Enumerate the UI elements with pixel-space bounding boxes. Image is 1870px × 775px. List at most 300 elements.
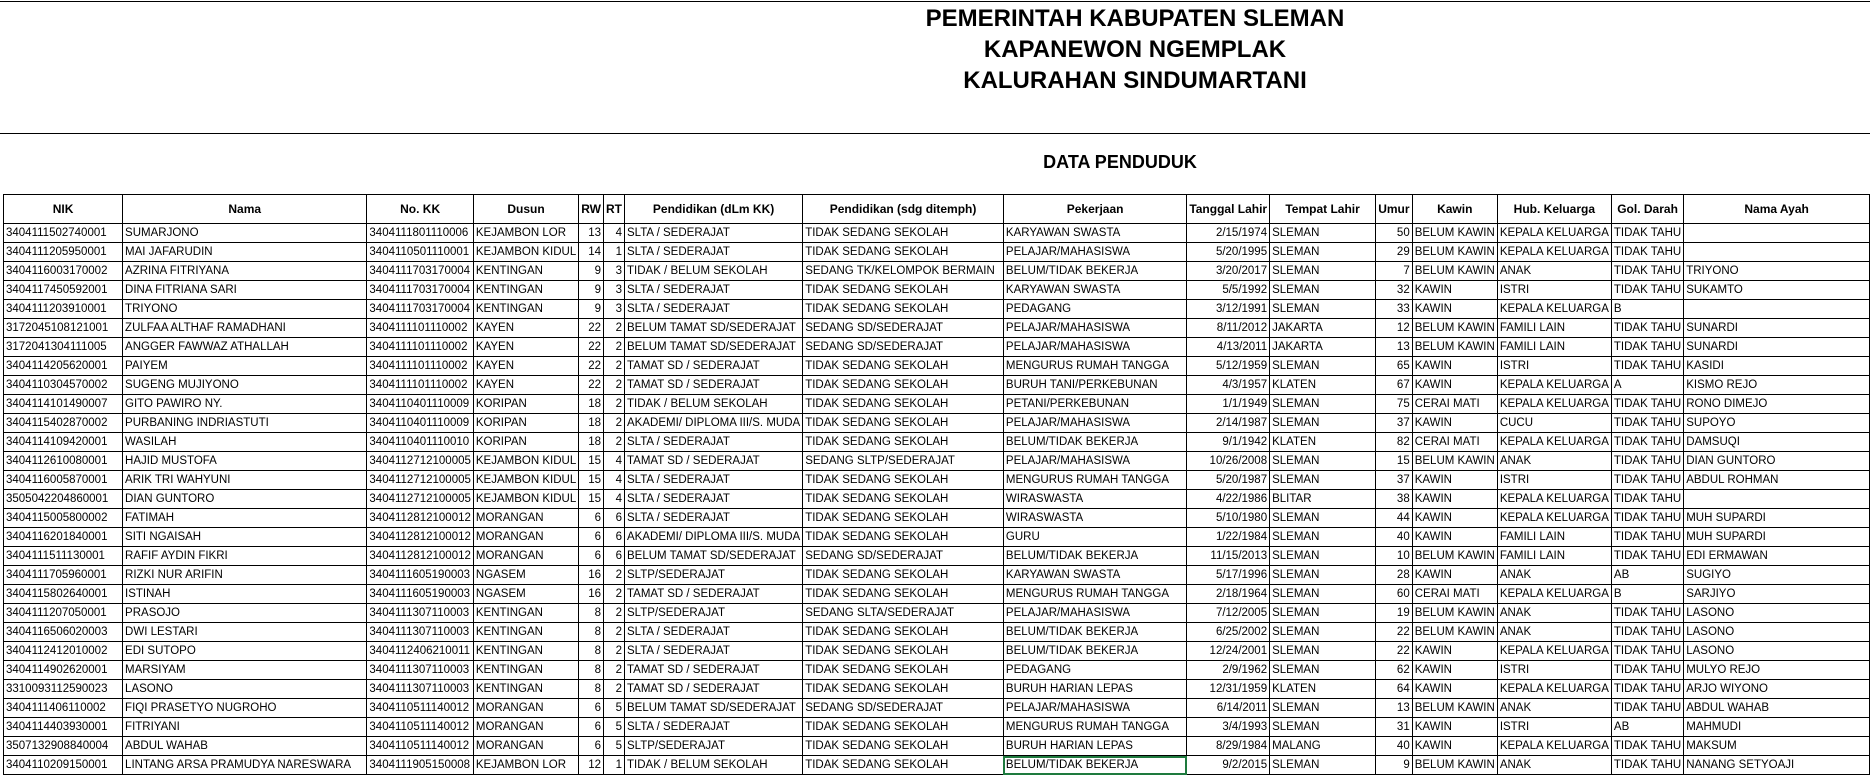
cell-no-kk[interactable]: 3404111801110006 <box>367 224 473 243</box>
cell-tempat-lahir[interactable]: SLEMAN <box>1270 262 1376 281</box>
cell-kawin[interactable]: CERAI MATI <box>1412 585 1497 604</box>
cell-pendidikan-ditempuh[interactable]: SEDANG SD/SEDERAJAT <box>803 319 1004 338</box>
cell-pendidikan-ditempuh[interactable]: SEDANG SD/SEDERAJAT <box>803 338 1004 357</box>
cell-nama[interactable]: WASILAH <box>123 433 367 452</box>
cell-hub-keluarga[interactable]: ANAK <box>1497 604 1611 623</box>
cell-hub-keluarga[interactable]: ANAK <box>1497 262 1611 281</box>
cell-umur[interactable]: 75 <box>1376 395 1413 414</box>
cell-gol-darah[interactable]: TIDAK TAHU <box>1611 338 1683 357</box>
cell-gol-darah[interactable]: AB <box>1611 718 1683 737</box>
cell-gol-darah[interactable]: TIDAK TAHU <box>1611 319 1683 338</box>
cell-tempat-lahir[interactable]: SLEMAN <box>1270 585 1376 604</box>
cell-pendidikan-kk[interactable]: SLTA / SEDERAJAT <box>625 243 803 262</box>
cell-gol-darah[interactable]: TIDAK TAHU <box>1611 357 1683 376</box>
cell-nama[interactable]: RAFIF AYDIN FIKRI <box>123 547 367 566</box>
column-header-tanggal-lahir[interactable]: Tanggal Lahir <box>1187 195 1270 224</box>
cell-kawin[interactable]: BELUM KAWIN <box>1412 319 1497 338</box>
cell-gol-darah[interactable]: AB <box>1611 566 1683 585</box>
cell-rt[interactable]: 4 <box>604 471 625 490</box>
cell-dusun[interactable]: NGASEM <box>473 585 578 604</box>
cell-tanggal-lahir[interactable]: 2/9/1962 <box>1187 661 1270 680</box>
cell-nik[interactable]: 3404111502740001 <box>4 224 123 243</box>
cell-nik[interactable]: 3404116506020003 <box>4 623 123 642</box>
cell-pendidikan-ditempuh[interactable]: TIDAK SEDANG SEKOLAH <box>803 642 1004 661</box>
cell-rt[interactable]: 2 <box>604 414 625 433</box>
cell-hub-keluarga[interactable]: ISTRI <box>1497 357 1611 376</box>
cell-tanggal-lahir[interactable]: 5/12/1959 <box>1187 357 1270 376</box>
cell-rt[interactable]: 2 <box>604 357 625 376</box>
cell-umur[interactable]: 28 <box>1376 566 1413 585</box>
cell-pekerjaan[interactable]: BELUM/TIDAK BEKERJA <box>1003 623 1186 642</box>
cell-hub-keluarga[interactable]: KEPALA KELUARGA <box>1497 224 1611 243</box>
cell-kawin[interactable]: BELUM KAWIN <box>1412 338 1497 357</box>
cell-pekerjaan[interactable]: BELUM/TIDAK BEKERJA <box>1003 756 1186 775</box>
cell-pendidikan-ditempuh[interactable]: TIDAK SEDANG SEKOLAH <box>803 433 1004 452</box>
cell-nama[interactable]: MAI JAFARUDIN <box>123 243 367 262</box>
cell-rt[interactable]: 2 <box>604 680 625 699</box>
cell-pendidikan-kk[interactable]: SLTA / SEDERAJAT <box>625 433 803 452</box>
cell-nik[interactable]: 3404112610080001 <box>4 452 123 471</box>
cell-pendidikan-kk[interactable]: SLTA / SEDERAJAT <box>625 642 803 661</box>
cell-pekerjaan[interactable]: PELAJAR/MAHASISWA <box>1003 243 1186 262</box>
cell-no-kk[interactable]: 3404110401110010 <box>367 433 473 452</box>
cell-nama-ayah[interactable]: SUNARDI <box>1684 338 1870 357</box>
cell-nama-ayah[interactable]: DAMSUQI <box>1684 433 1870 452</box>
cell-umur[interactable]: 64 <box>1376 680 1413 699</box>
cell-rt[interactable]: 3 <box>604 300 625 319</box>
cell-tanggal-lahir[interactable]: 5/10/1980 <box>1187 509 1270 528</box>
cell-pekerjaan[interactable]: BELUM/TIDAK BEKERJA <box>1003 262 1186 281</box>
cell-pekerjaan[interactable]: MENGURUS RUMAH TANGGA <box>1003 471 1186 490</box>
cell-kawin[interactable]: KAWIN <box>1412 680 1497 699</box>
cell-no-kk[interactable]: 3404111307110003 <box>367 661 473 680</box>
column-header-nama[interactable]: Nama <box>123 195 367 224</box>
cell-nik[interactable]: 3172041304111005 <box>4 338 123 357</box>
cell-nama[interactable]: FATIMAH <box>123 509 367 528</box>
cell-kawin[interactable]: KAWIN <box>1412 509 1497 528</box>
cell-dusun[interactable]: KENTINGAN <box>473 281 578 300</box>
cell-rt[interactable]: 2 <box>604 319 625 338</box>
cell-dusun[interactable]: KEJAMBON KIDUL <box>473 471 578 490</box>
cell-rw[interactable]: 15 <box>579 490 604 509</box>
cell-dusun[interactable]: MORANGAN <box>473 528 578 547</box>
cell-rw[interactable]: 18 <box>579 395 604 414</box>
cell-tanggal-lahir[interactable]: 2/14/1987 <box>1187 414 1270 433</box>
cell-tanggal-lahir[interactable]: 12/24/2001 <box>1187 642 1270 661</box>
cell-rw[interactable]: 22 <box>579 338 604 357</box>
cell-nama-ayah[interactable]: MAHMUDI <box>1684 718 1870 737</box>
cell-nik[interactable]: 3404117450592001 <box>4 281 123 300</box>
cell-pekerjaan[interactable]: PELAJAR/MAHASISWA <box>1003 699 1186 718</box>
cell-umur[interactable]: 22 <box>1376 623 1413 642</box>
cell-nama-ayah[interactable]: LASONO <box>1684 623 1870 642</box>
cell-nama-ayah[interactable]: MULYO REJO <box>1684 661 1870 680</box>
cell-umur[interactable]: 65 <box>1376 357 1413 376</box>
cell-pekerjaan[interactable]: PETANI/PERKEBUNAN <box>1003 395 1186 414</box>
cell-umur[interactable]: 37 <box>1376 414 1413 433</box>
cell-nik[interactable]: 3172045108121001 <box>4 319 123 338</box>
cell-nama[interactable]: DINA FITRIANA SARI <box>123 281 367 300</box>
cell-tanggal-lahir[interactable]: 11/15/2013 <box>1187 547 1270 566</box>
cell-dusun[interactable]: MORANGAN <box>473 547 578 566</box>
cell-no-kk[interactable]: 3404112812100012 <box>367 509 473 528</box>
cell-gol-darah[interactable]: TIDAK TAHU <box>1611 262 1683 281</box>
cell-nik[interactable]: 3404114403930001 <box>4 718 123 737</box>
cell-tempat-lahir[interactable]: SLEMAN <box>1270 300 1376 319</box>
cell-rt[interactable]: 5 <box>604 718 625 737</box>
cell-hub-keluarga[interactable]: KEPALA KELUARGA <box>1497 585 1611 604</box>
cell-tanggal-lahir[interactable]: 4/13/2011 <box>1187 338 1270 357</box>
cell-nama-ayah[interactable]: DIAN GUNTORO <box>1684 452 1870 471</box>
cell-tempat-lahir[interactable]: SLEMAN <box>1270 547 1376 566</box>
cell-pendidikan-ditempuh[interactable]: TIDAK SEDANG SEKOLAH <box>803 376 1004 395</box>
cell-tempat-lahir[interactable]: SLEMAN <box>1270 566 1376 585</box>
cell-tempat-lahir[interactable]: JAKARTA <box>1270 319 1376 338</box>
cell-tanggal-lahir[interactable]: 9/1/1942 <box>1187 433 1270 452</box>
cell-kawin[interactable]: BELUM KAWIN <box>1412 547 1497 566</box>
cell-tempat-lahir[interactable]: SLEMAN <box>1270 471 1376 490</box>
cell-hub-keluarga[interactable]: ANAK <box>1497 452 1611 471</box>
cell-tanggal-lahir[interactable]: 8/11/2012 <box>1187 319 1270 338</box>
cell-tempat-lahir[interactable]: KLATEN <box>1270 680 1376 699</box>
cell-pekerjaan[interactable]: BELUM/TIDAK BEKERJA <box>1003 642 1186 661</box>
cell-pendidikan-kk[interactable]: SLTA / SEDERAJAT <box>625 490 803 509</box>
cell-tanggal-lahir[interactable]: 5/20/1995 <box>1187 243 1270 262</box>
cell-rt[interactable]: 3 <box>604 262 625 281</box>
cell-rw[interactable]: 22 <box>579 376 604 395</box>
cell-kawin[interactable]: KAWIN <box>1412 528 1497 547</box>
cell-tanggal-lahir[interactable]: 6/25/2002 <box>1187 623 1270 642</box>
cell-tempat-lahir[interactable]: SLEMAN <box>1270 452 1376 471</box>
cell-tempat-lahir[interactable]: JAKARTA <box>1270 338 1376 357</box>
cell-tempat-lahir[interactable]: SLEMAN <box>1270 509 1376 528</box>
column-header-dusun[interactable]: Dusun <box>473 195 578 224</box>
cell-kawin[interactable]: KAWIN <box>1412 300 1497 319</box>
cell-dusun[interactable]: KENTINGAN <box>473 604 578 623</box>
cell-dusun[interactable]: KEJAMBON KIDUL <box>473 243 578 262</box>
cell-dusun[interactable]: KEJAMBON LOR <box>473 224 578 243</box>
cell-pendidikan-ditempuh[interactable]: TIDAK SEDANG SEKOLAH <box>803 357 1004 376</box>
cell-dusun[interactable]: KAYEN <box>473 319 578 338</box>
cell-pendidikan-kk[interactable]: BELUM TAMAT SD/SEDERAJAT <box>625 547 803 566</box>
cell-pendidikan-ditempuh[interactable]: TIDAK SEDANG SEKOLAH <box>803 661 1004 680</box>
cell-rw[interactable]: 6 <box>579 718 604 737</box>
cell-pendidikan-ditempuh[interactable]: TIDAK SEDANG SEKOLAH <box>803 300 1004 319</box>
cell-nama-ayah[interactable]: ABDUL ROHMAN <box>1684 471 1870 490</box>
cell-no-kk[interactable]: 3404112712100005 <box>367 471 473 490</box>
column-header-pekerjaan[interactable]: Pekerjaan <box>1003 195 1186 224</box>
cell-nik[interactable]: 3404114205620001 <box>4 357 123 376</box>
cell-pendidikan-ditempuh[interactable]: SEDANG SD/SEDERAJAT <box>803 699 1004 718</box>
cell-rt[interactable]: 2 <box>604 642 625 661</box>
cell-rw[interactable]: 22 <box>579 319 604 338</box>
cell-hub-keluarga[interactable]: KEPALA KELUARGA <box>1497 395 1611 414</box>
cell-dusun[interactable]: MORANGAN <box>473 699 578 718</box>
cell-umur[interactable]: 12 <box>1376 319 1413 338</box>
cell-rw[interactable]: 8 <box>579 642 604 661</box>
cell-no-kk[interactable]: 3404111307110003 <box>367 623 473 642</box>
cell-gol-darah[interactable]: TIDAK TAHU <box>1611 623 1683 642</box>
cell-nik[interactable]: 3404111203910001 <box>4 300 123 319</box>
cell-tempat-lahir[interactable]: SLEMAN <box>1270 357 1376 376</box>
cell-no-kk[interactable]: 3404111307110003 <box>367 680 473 699</box>
cell-tempat-lahir[interactable]: SLEMAN <box>1270 642 1376 661</box>
cell-tempat-lahir[interactable]: SLEMAN <box>1270 756 1376 775</box>
cell-pendidikan-ditempuh[interactable]: TIDAK SEDANG SEKOLAH <box>803 490 1004 509</box>
cell-pendidikan-ditempuh[interactable]: SEDANG SLTP/SEDERAJAT <box>803 452 1004 471</box>
cell-tempat-lahir[interactable]: KLATEN <box>1270 433 1376 452</box>
cell-rw[interactable]: 9 <box>579 262 604 281</box>
cell-rw[interactable]: 8 <box>579 680 604 699</box>
cell-nik[interactable]: 3404111705960001 <box>4 566 123 585</box>
cell-pekerjaan[interactable]: BELUM/TIDAK BEKERJA <box>1003 433 1186 452</box>
cell-rt[interactable]: 5 <box>604 699 625 718</box>
cell-nik[interactable]: 3404116005870001 <box>4 471 123 490</box>
cell-kawin[interactable]: BELUM KAWIN <box>1412 604 1497 623</box>
cell-nik[interactable]: 3404115402870002 <box>4 414 123 433</box>
cell-no-kk[interactable]: 3404110401110009 <box>367 414 473 433</box>
cell-pekerjaan[interactable]: WIRASWASTA <box>1003 509 1186 528</box>
cell-nik[interactable]: 3507132908840004 <box>4 737 123 756</box>
cell-hub-keluarga[interactable]: ANAK <box>1497 756 1611 775</box>
cell-nama[interactable]: ISTINAH <box>123 585 367 604</box>
cell-dusun[interactable]: KORIPAN <box>473 395 578 414</box>
cell-nama[interactable]: SUGENG MUJIYONO <box>123 376 367 395</box>
cell-pendidikan-kk[interactable]: SLTP/SEDERAJAT <box>625 566 803 585</box>
cell-nik[interactable]: 3404110304570002 <box>4 376 123 395</box>
cell-rw[interactable]: 9 <box>579 300 604 319</box>
cell-no-kk[interactable]: 3404112712100005 <box>367 490 473 509</box>
cell-nik[interactable]: 3404116201840001 <box>4 528 123 547</box>
cell-kawin[interactable]: KAWIN <box>1412 642 1497 661</box>
cell-nama[interactable]: EDI SUTOPO <box>123 642 367 661</box>
cell-pendidikan-ditempuh[interactable]: TIDAK SEDANG SEKOLAH <box>803 395 1004 414</box>
cell-hub-keluarga[interactable]: KEPALA KELUARGA <box>1497 509 1611 528</box>
cell-nama-ayah[interactable]: ARJO WIYONO <box>1684 680 1870 699</box>
cell-kawin[interactable]: KAWIN <box>1412 661 1497 680</box>
cell-rt[interactable]: 6 <box>604 509 625 528</box>
cell-hub-keluarga[interactable]: ISTRI <box>1497 471 1611 490</box>
cell-pekerjaan[interactable]: KARYAWAN SWASTA <box>1003 224 1186 243</box>
cell-umur[interactable]: 37 <box>1376 471 1413 490</box>
cell-no-kk[interactable]: 3404111605190003 <box>367 585 473 604</box>
cell-no-kk[interactable]: 3404111101110002 <box>367 357 473 376</box>
cell-no-kk[interactable]: 3404111101110002 <box>367 319 473 338</box>
cell-no-kk[interactable]: 3404111703170004 <box>367 300 473 319</box>
cell-rw[interactable]: 13 <box>579 224 604 243</box>
cell-pendidikan-ditempuh[interactable]: TIDAK SEDANG SEKOLAH <box>803 224 1004 243</box>
cell-rw[interactable]: 22 <box>579 357 604 376</box>
cell-rt[interactable]: 3 <box>604 281 625 300</box>
cell-umur[interactable]: 38 <box>1376 490 1413 509</box>
cell-dusun[interactable]: KEJAMBON KIDUL <box>473 452 578 471</box>
cell-nama-ayah[interactable]: SUPOYO <box>1684 414 1870 433</box>
cell-tempat-lahir[interactable]: MALANG <box>1270 737 1376 756</box>
column-header-nik[interactable]: NIK <box>4 195 123 224</box>
cell-gol-darah[interactable]: B <box>1611 300 1683 319</box>
cell-tempat-lahir[interactable]: SLEMAN <box>1270 528 1376 547</box>
cell-rw[interactable]: 6 <box>579 547 604 566</box>
column-header-nama-ayah[interactable]: Nama Ayah <box>1684 195 1870 224</box>
cell-nama-ayah[interactable]: EDI ERMAWAN <box>1684 547 1870 566</box>
cell-nama[interactable]: RIZKI NUR ARIFIN <box>123 566 367 585</box>
cell-nama-ayah[interactable]: KASIDI <box>1684 357 1870 376</box>
cell-nik[interactable]: 3404114109420001 <box>4 433 123 452</box>
cell-pendidikan-ditempuh[interactable]: TIDAK SEDANG SEKOLAH <box>803 281 1004 300</box>
cell-gol-darah[interactable]: TIDAK TAHU <box>1611 433 1683 452</box>
cell-rw[interactable]: 6 <box>579 737 604 756</box>
cell-pendidikan-kk[interactable]: SLTA / SEDERAJAT <box>625 300 803 319</box>
cell-nik[interactable]: 3404110209150001 <box>4 756 123 775</box>
cell-gol-darah[interactable]: B <box>1611 585 1683 604</box>
cell-nama-ayah[interactable]: MUH SUPARDI <box>1684 509 1870 528</box>
cell-gol-darah[interactable]: TIDAK TAHU <box>1611 281 1683 300</box>
cell-tanggal-lahir[interactable]: 6/14/2011 <box>1187 699 1270 718</box>
cell-pendidikan-kk[interactable]: SLTA / SEDERAJAT <box>625 718 803 737</box>
column-header-rw[interactable]: RW <box>579 195 604 224</box>
cell-gol-darah[interactable]: A <box>1611 376 1683 395</box>
cell-nama[interactable]: LASONO <box>123 680 367 699</box>
cell-pendidikan-kk[interactable]: SLTA / SEDERAJAT <box>625 509 803 528</box>
cell-rw[interactable]: 6 <box>579 699 604 718</box>
cell-tanggal-lahir[interactable]: 3/12/1991 <box>1187 300 1270 319</box>
cell-hub-keluarga[interactable]: KEPALA KELUARGA <box>1497 300 1611 319</box>
cell-tanggal-lahir[interactable]: 4/3/1957 <box>1187 376 1270 395</box>
cell-tanggal-lahir[interactable]: 1/22/1984 <box>1187 528 1270 547</box>
cell-pekerjaan[interactable]: KARYAWAN SWASTA <box>1003 281 1186 300</box>
column-header-rt[interactable]: RT <box>604 195 625 224</box>
cell-dusun[interactable]: KENTINGAN <box>473 661 578 680</box>
cell-pendidikan-kk[interactable]: SLTA / SEDERAJAT <box>625 224 803 243</box>
cell-dusun[interactable]: MORANGAN <box>473 509 578 528</box>
cell-tanggal-lahir[interactable]: 9/2/2015 <box>1187 756 1270 775</box>
cell-kawin[interactable]: CERAI MATI <box>1412 395 1497 414</box>
cell-pendidikan-kk[interactable]: AKADEMI/ DIPLOMA III/S. MUDA <box>625 414 803 433</box>
cell-nama-ayah[interactable]: LASONO <box>1684 642 1870 661</box>
cell-nama-ayah[interactable] <box>1684 243 1870 262</box>
cell-nama[interactable]: PAIYEM <box>123 357 367 376</box>
cell-nama[interactable]: MARSIYAM <box>123 661 367 680</box>
cell-rt[interactable]: 5 <box>604 737 625 756</box>
cell-dusun[interactable]: KORIPAN <box>473 414 578 433</box>
cell-kawin[interactable]: BELUM KAWIN <box>1412 452 1497 471</box>
cell-nama-ayah[interactable]: KISMO REJO <box>1684 376 1870 395</box>
cell-hub-keluarga[interactable]: FAMILI LAIN <box>1497 338 1611 357</box>
cell-nama-ayah[interactable] <box>1684 224 1870 243</box>
cell-umur[interactable]: 7 <box>1376 262 1413 281</box>
cell-nik[interactable]: 3404114902620001 <box>4 661 123 680</box>
cell-no-kk[interactable]: 3404112406210011 <box>367 642 473 661</box>
cell-kawin[interactable]: BELUM KAWIN <box>1412 756 1497 775</box>
cell-no-kk[interactable]: 3404112812100012 <box>367 547 473 566</box>
cell-kawin[interactable]: BELUM KAWIN <box>1412 699 1497 718</box>
cell-no-kk[interactable]: 3404112812100012 <box>367 528 473 547</box>
cell-nama-ayah[interactable] <box>1684 490 1870 509</box>
cell-umur[interactable]: 29 <box>1376 243 1413 262</box>
cell-tanggal-lahir[interactable]: 3/20/2017 <box>1187 262 1270 281</box>
cell-dusun[interactable]: KEJAMBON KIDUL <box>473 490 578 509</box>
column-header-pendidikan-ditempuh[interactable]: Pendidikan (sdg ditemph) <box>803 195 1004 224</box>
cell-pekerjaan[interactable]: MENGURUS RUMAH TANGGA <box>1003 585 1186 604</box>
cell-nama-ayah[interactable]: NANANG SETYOAJI <box>1684 756 1870 775</box>
cell-pendidikan-ditempuh[interactable]: SEDANG SD/SEDERAJAT <box>803 547 1004 566</box>
cell-nama[interactable]: PURBANING INDRIASTUTI <box>123 414 367 433</box>
cell-tempat-lahir[interactable]: SLEMAN <box>1270 718 1376 737</box>
cell-nik[interactable]: 3404116003170002 <box>4 262 123 281</box>
cell-tempat-lahir[interactable]: SLEMAN <box>1270 623 1376 642</box>
cell-nama[interactable]: SUMARJONO <box>123 224 367 243</box>
cell-tanggal-lahir[interactable]: 12/31/1959 <box>1187 680 1270 699</box>
cell-dusun[interactable]: MORANGAN <box>473 737 578 756</box>
column-header-hub-keluarga[interactable]: Hub. Keluarga <box>1497 195 1611 224</box>
cell-pekerjaan[interactable]: KARYAWAN SWASTA <box>1003 566 1186 585</box>
cell-pendidikan-ditempuh[interactable]: TIDAK SEDANG SEKOLAH <box>803 680 1004 699</box>
cell-umur[interactable]: 33 <box>1376 300 1413 319</box>
cell-nik[interactable]: 3404112412010002 <box>4 642 123 661</box>
cell-nik[interactable]: 3310093112590023 <box>4 680 123 699</box>
cell-nama[interactable]: SITI NGAISAH <box>123 528 367 547</box>
cell-rt[interactable]: 6 <box>604 528 625 547</box>
cell-tempat-lahir[interactable]: SLEMAN <box>1270 395 1376 414</box>
cell-nama[interactable]: HAJID MUSTOFA <box>123 452 367 471</box>
cell-hub-keluarga[interactable]: KEPALA KELUARGA <box>1497 243 1611 262</box>
cell-nama[interactable]: PRASOJO <box>123 604 367 623</box>
cell-gol-darah[interactable]: TIDAK TAHU <box>1611 452 1683 471</box>
cell-pendidikan-kk[interactable]: TAMAT SD / SEDERAJAT <box>625 357 803 376</box>
cell-hub-keluarga[interactable]: ISTRI <box>1497 718 1611 737</box>
cell-nama-ayah[interactable]: MUH SUPARDI <box>1684 528 1870 547</box>
cell-nama[interactable]: ZULFAA ALTHAF RAMADHANI <box>123 319 367 338</box>
cell-no-kk[interactable]: 3404111101110002 <box>367 338 473 357</box>
cell-pendidikan-ditempuh[interactable]: SEDANG TK/KELOMPOK BERMAIN <box>803 262 1004 281</box>
cell-no-kk[interactable]: 3404110511140012 <box>367 737 473 756</box>
cell-nama[interactable]: AZRINA FITRIYANA <box>123 262 367 281</box>
cell-tanggal-lahir[interactable]: 5/20/1987 <box>1187 471 1270 490</box>
cell-pendidikan-ditempuh[interactable]: TIDAK SEDANG SEKOLAH <box>803 471 1004 490</box>
cell-gol-darah[interactable]: TIDAK TAHU <box>1611 528 1683 547</box>
cell-kawin[interactable]: BELUM KAWIN <box>1412 243 1497 262</box>
cell-umur[interactable]: 67 <box>1376 376 1413 395</box>
cell-dusun[interactable]: KENTINGAN <box>473 623 578 642</box>
cell-nama-ayah[interactable]: MAKSUM <box>1684 737 1870 756</box>
cell-nama[interactable]: FITRIYANI <box>123 718 367 737</box>
cell-nama[interactable]: DIAN GUNTORO <box>123 490 367 509</box>
cell-rw[interactable]: 16 <box>579 585 604 604</box>
cell-tanggal-lahir[interactable]: 7/12/2005 <box>1187 604 1270 623</box>
column-header-pendidikan-kk[interactable]: Pendidikan (dLm KK) <box>625 195 803 224</box>
cell-pendidikan-kk[interactable]: AKADEMI/ DIPLOMA III/S. MUDA <box>625 528 803 547</box>
column-header-no-kk[interactable]: No. KK <box>367 195 473 224</box>
cell-dusun[interactable]: KENTINGAN <box>473 680 578 699</box>
cell-rw[interactable]: 18 <box>579 433 604 452</box>
cell-pendidikan-kk[interactable]: TAMAT SD / SEDERAJAT <box>625 452 803 471</box>
cell-pekerjaan[interactable]: MENGURUS RUMAH TANGGA <box>1003 718 1186 737</box>
cell-umur[interactable]: 9 <box>1376 756 1413 775</box>
cell-nik[interactable]: 3404114101490007 <box>4 395 123 414</box>
cell-pendidikan-kk[interactable]: SLTA / SEDERAJAT <box>625 471 803 490</box>
cell-gol-darah[interactable]: TIDAK TAHU <box>1611 509 1683 528</box>
cell-kawin[interactable]: KAWIN <box>1412 281 1497 300</box>
cell-no-kk[interactable]: 3404111605190003 <box>367 566 473 585</box>
cell-rt[interactable]: 1 <box>604 756 625 775</box>
cell-rw[interactable]: 8 <box>579 661 604 680</box>
cell-kawin[interactable]: BELUM KAWIN <box>1412 224 1497 243</box>
cell-pekerjaan[interactable]: PELAJAR/MAHASISWA <box>1003 414 1186 433</box>
cell-no-kk[interactable]: 3404110511140012 <box>367 699 473 718</box>
cell-rw[interactable]: 14 <box>579 243 604 262</box>
cell-nama-ayah[interactable]: ABDUL WAHAB <box>1684 699 1870 718</box>
cell-kawin[interactable]: BELUM KAWIN <box>1412 262 1497 281</box>
